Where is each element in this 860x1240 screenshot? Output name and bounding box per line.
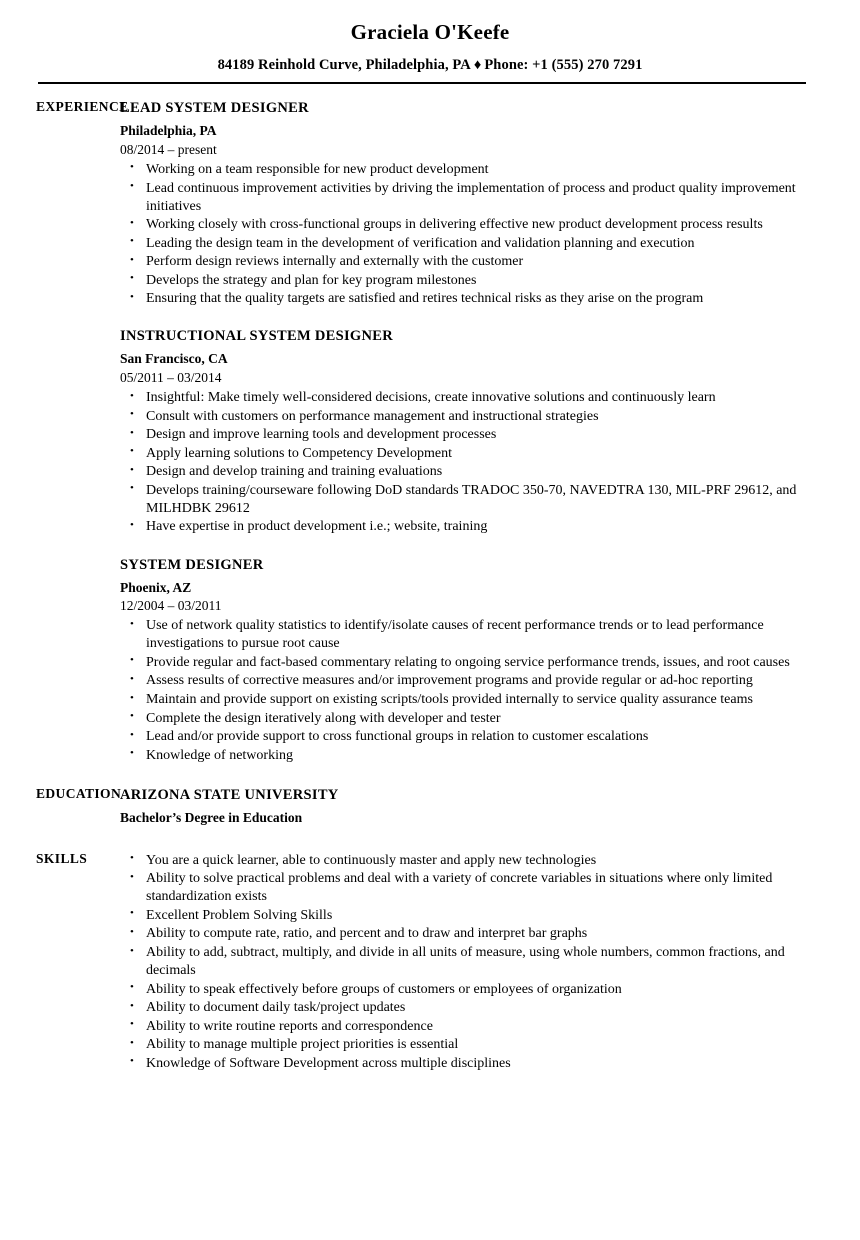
job-location: Philadelphia, PA (120, 123, 217, 139)
contact-address: 84189 Reinhold Curve, Philadelphia, PA (217, 57, 471, 74)
list-item: • Working on a team responsible for new product development (120, 161, 816, 179)
job-entry (120, 326, 816, 536)
education-degree: Bachelor’s Degree in Education (120, 810, 303, 826)
list-item: • Complete the design iteratively along with developer and tester (120, 710, 816, 728)
job-location: Phoenix, AZ (120, 579, 192, 595)
education-entries (120, 785, 860, 828)
list-item: • Ability to document daily task/project updates (120, 999, 816, 1017)
list-item: • Use of network quality statistics to identify/isolate causes of recent performance trends or to lead performance investigations to pursue root cause (120, 617, 816, 653)
list-item: • Have expertise in product development i.e.; website, training (120, 518, 816, 536)
education-school: ARIZONA STATE UNIVERSITY (120, 787, 339, 804)
list-item: • Lead continuous improvement activities by driving the implementation of process and product quality improvement initiatives (120, 180, 816, 216)
skills-bullet-list (120, 852, 816, 1073)
list-item: • Excellent Problem Solving Skills (120, 907, 816, 925)
candidate-name: Graciela O'Keefe (350, 20, 510, 44)
list-item: • Maintain and provide support on existing scripts/tools provided internally to service quality assurance teams (120, 691, 816, 709)
resume-content (0, 98, 860, 1073)
job-dates: 05/2011 – 03/2014 (120, 369, 222, 385)
section-education (0, 785, 860, 828)
list-item: • Leading the design team in the development of verification and validation planning and execution (120, 235, 816, 253)
list-item: • Ability to solve practical problems and deal with a variety of concrete variables in situations where only limited standardization exists (120, 870, 816, 906)
list-item: • Develops the strategy and plan for key program milestones (120, 272, 816, 290)
contact-phone: Phone: +1 (555) 270 7291 (484, 57, 643, 74)
section-label-education: EDUCATION (36, 786, 122, 802)
list-item: • You are a quick learner, able to continuously master and apply new technologies (120, 852, 816, 870)
section-label-skills: SKILLS (36, 850, 88, 866)
list-item: • Ability to manage multiple project priorities is essential (120, 1036, 816, 1054)
skills-entries (120, 850, 860, 1074)
job-title: INSTRUCTIONAL SYSTEM DESIGNER (120, 328, 393, 345)
list-item: • Insightful: Make timely well-considered decisions, create innovative solutions and continuously learn (120, 389, 816, 407)
list-item: • Design and develop training and training evaluations (120, 463, 816, 481)
list-item: • Knowledge of networking (120, 747, 816, 765)
list-item: • Ability to speak effectively before groups of customers or employees of organization (120, 981, 816, 999)
job-bullet-list (120, 161, 816, 308)
job-entry (120, 98, 816, 308)
job-title: LEAD SYSTEM DESIGNER (120, 100, 309, 117)
list-item: • Lead and/or provide support to cross functional groups in relation to customer escalations (120, 728, 816, 746)
job-bullet-list (120, 617, 816, 764)
list-item: • Consult with customers on performance management and instructional strategies (120, 408, 816, 426)
list-item: • Ability to add, subtract, multiply, and divide in all units of measure, using whole numbers, common fractions, and decimals (120, 944, 816, 980)
section-label-experience: EXPERIENCE (36, 99, 129, 115)
list-item: • Apply learning solutions to Competency Development (120, 445, 816, 463)
list-item: • Ensuring that the quality targets are satisfied and retires technical risks as they arise on the program (120, 290, 816, 308)
diamond-separator-icon: ♦ (473, 57, 482, 74)
job-entry (120, 555, 816, 765)
job-dates: 12/2004 – 03/2011 (120, 598, 222, 614)
list-item: • Ability to write routine reports and correspondence (120, 1018, 816, 1036)
list-item: • Knowledge of Software Development across multiple disciplines (120, 1055, 816, 1073)
list-item: • Ability to compute rate, ratio, and percent and to draw and interpret bar graphs (120, 925, 816, 943)
list-item: • Provide regular and fact-based commentary relating to ongoing service performance trends, issues, and root causes (120, 654, 816, 672)
job-bullet-list (120, 389, 816, 536)
section-skills (0, 850, 860, 1074)
contact-line (0, 57, 860, 74)
header-divider (38, 82, 806, 84)
job-title: SYSTEM DESIGNER (120, 556, 264, 573)
resume-header (0, 0, 860, 84)
job-location: San Francisco, CA (120, 351, 228, 367)
list-item: • Perform design reviews internally and externally with the customer (120, 253, 816, 271)
section-experience (0, 98, 860, 765)
list-item: • Working closely with cross-functional groups in delivering effective new product development process results (120, 216, 816, 234)
list-item: • Assess results of corrective measures and/or improvement programs and provide regular or ad-hoc reporting (120, 672, 816, 690)
list-item: • Design and improve learning tools and development processes (120, 426, 816, 444)
experience-entries (120, 98, 860, 765)
list-item: • Develops training/courseware following DoD standards TRADOC 350-70, NAVEDTRA 130, MIL-PRF 29612, and MILHDBK 29612 (120, 482, 816, 518)
job-dates: 08/2014 – present (120, 141, 217, 157)
